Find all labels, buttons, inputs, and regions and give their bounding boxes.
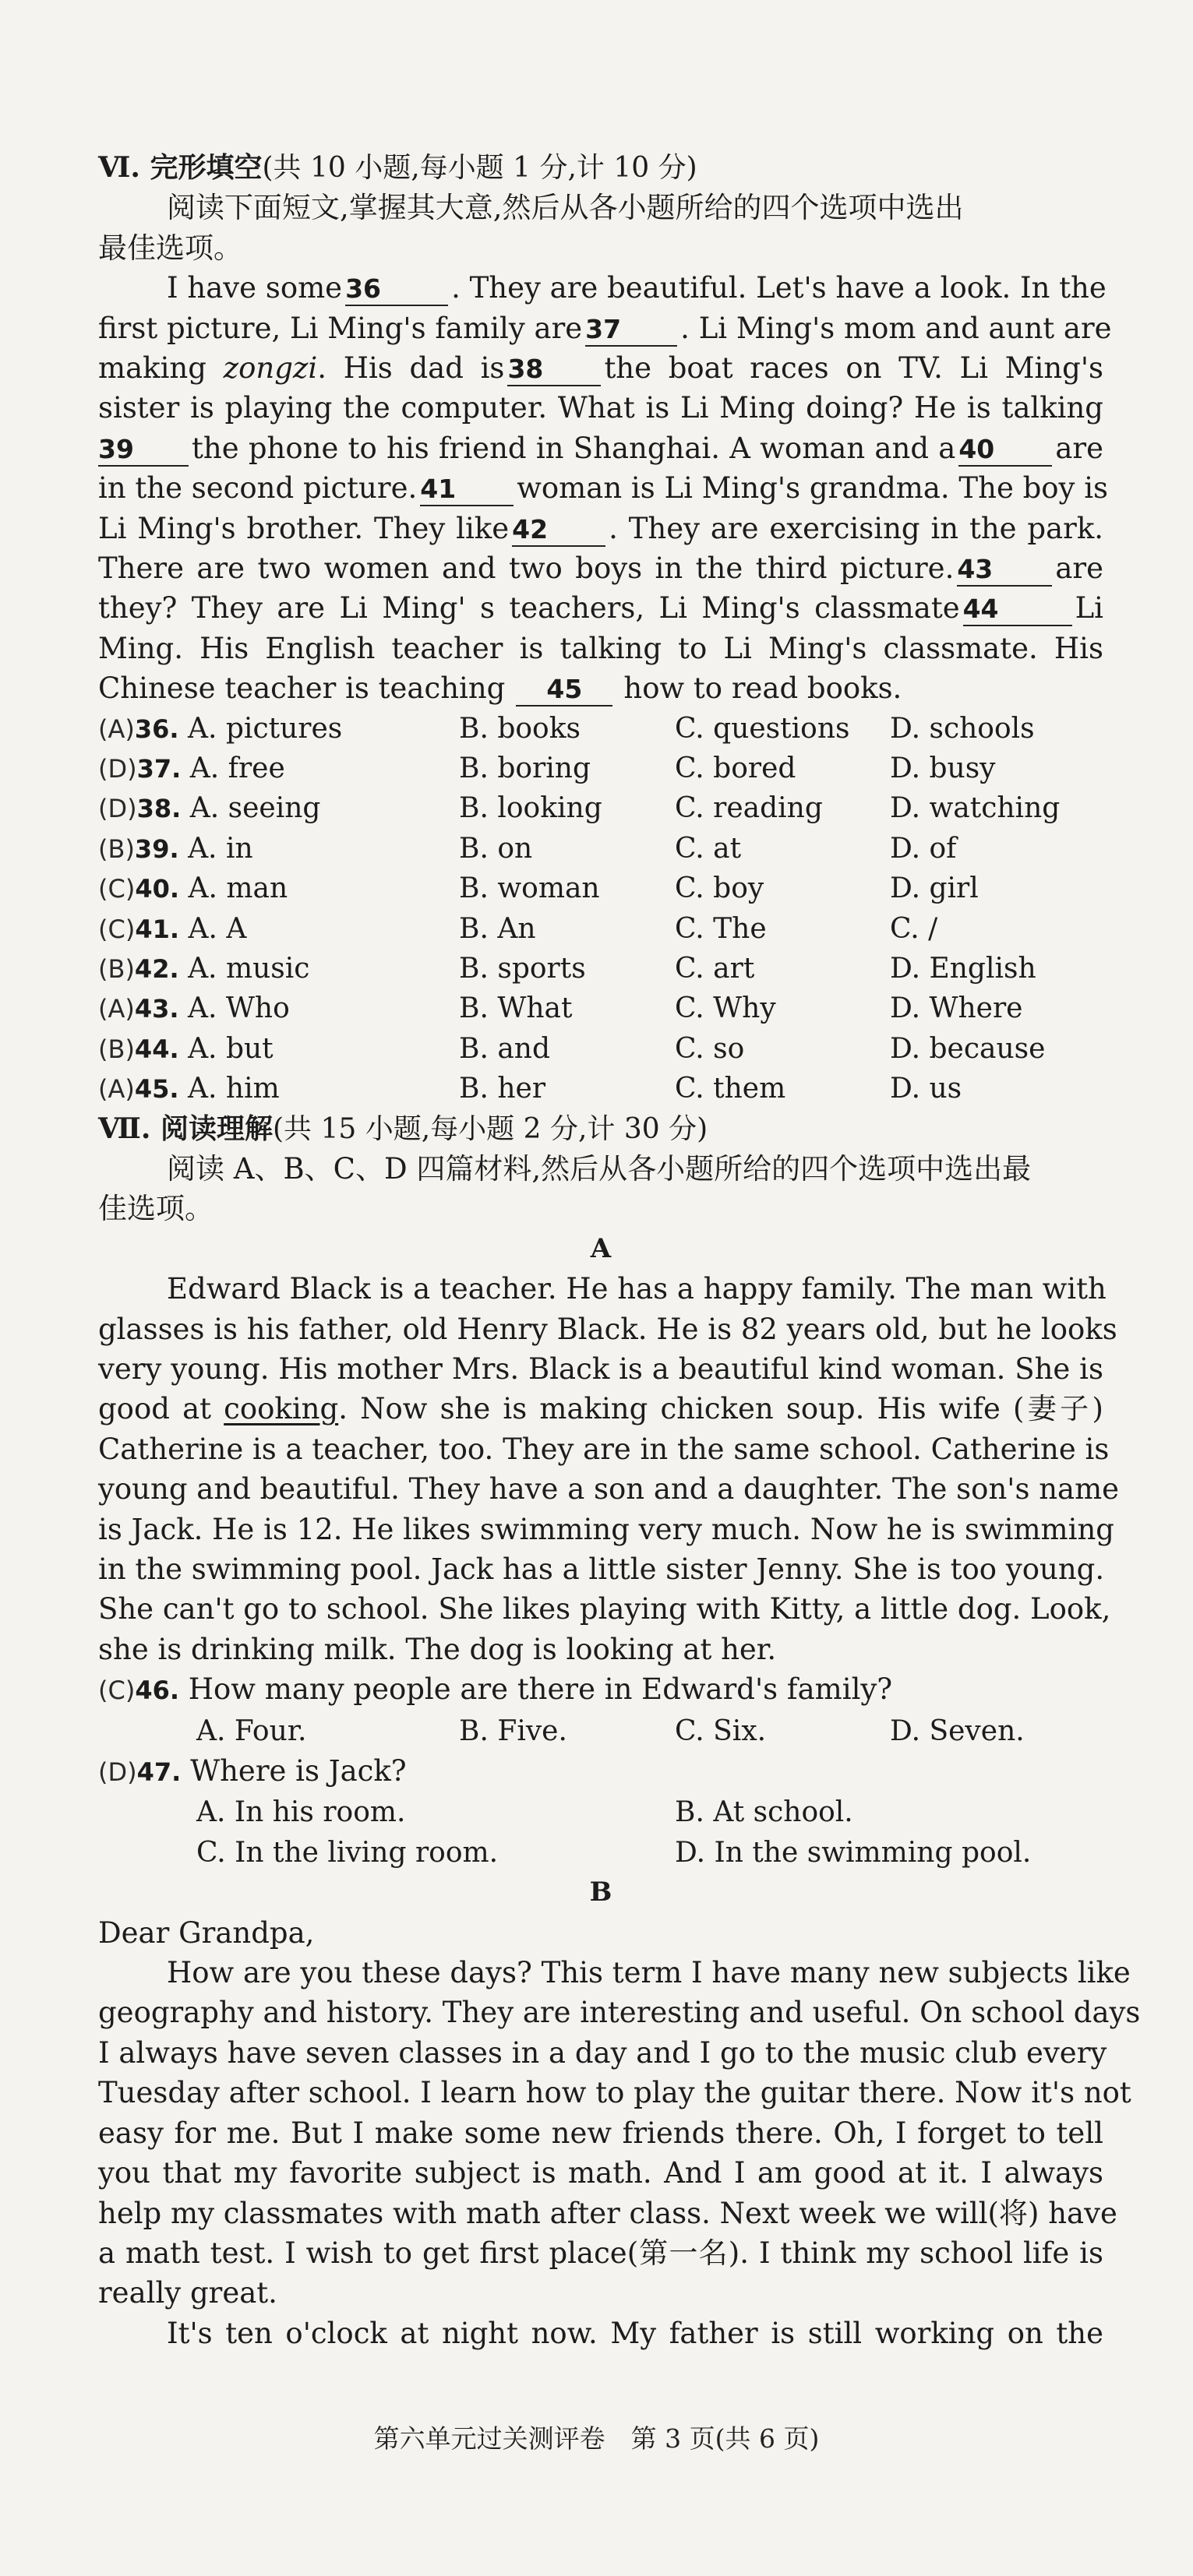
question-row: (A)43. A. Who B. What C. Why D. Where — [98, 992, 1023, 1025]
blank-44[interactable]: 44 — [963, 594, 1072, 626]
question-row: (A)36. A. pictures B. books C. questions D. schools — [98, 712, 1035, 745]
blank-38[interactable]: 38 — [507, 354, 601, 386]
blank-39[interactable]: 39 — [98, 434, 189, 467]
section-6-instruction: 阅读下面短文,掌握其大意,然后从各小题所给的四个选项中选出 — [167, 191, 964, 225]
question-46: (C)46. How many people are there in Edward's family? — [98, 1672, 893, 1707]
question-row: (D)37. A. free B. boring C. bored D. busy — [98, 752, 996, 785]
question-row: (B)44. A. but B. and C. so D. because — [98, 1032, 1046, 1065]
passage-b: Dear Grandpa, How are you these days? This term I have many new subjects like geography and history. They are interesting and useful. On school days I always have seven classes in a day and I go to the music club every Tuesday after school. I learn how to play the guitar there. Now it's not easy for me. But I make some new friends there. Oh, I forget to tell you that my favorite subject is math. And I am good at it. I always help my classmates with math after class. Next week we will(将) have a math test. I wish to get first place(第一名). I think my school life is really great. It's ten o'clock at night now. My father is still working on the — [98, 1915, 1141, 2350]
passage-b-label: B — [589, 1876, 612, 1908]
question-47-options-cont: C. In the living room. D. In the swimming pool. — [196, 1836, 1032, 1869]
question-row: (C)41. A. A B. An C. The C. / — [98, 912, 938, 945]
blank-36[interactable]: 36 — [345, 273, 448, 306]
section-7-instruction: 阅读 A、B、C、D 四篇材料,然后从各小题所给的四个选项中选出最 — [167, 1152, 1032, 1186]
cloze-passage: I have some 36 . They are beautiful. Let's have a look. In the first picture, Li Ming's family are 37 . Li Ming's mom and aunt are making zongzi. His dad is 38 the boat races on TV. Li Ming's sister is playing the computer. What is Li Ming doing? He is talking 39 the phone to his friend in Shanghai. A woman and a 40 are in the second picture. 41 woman is Li Ming's grandma. The boy is Li Ming's brother. They like 42 . They are exercising in the park. There are two women and two boys in the third picture. 43 are they? They are Li Ming' s teachers, Li Ming's classmate 44 Li Ming. His English teacher is talking to Li Ming's classmate. His Chinese teacher is teaching 45 how to read books. — [98, 271, 1112, 706]
question-46-options: A. Four. B. Five. C. Six. D. Seven. — [196, 1714, 1025, 1747]
blank-43[interactable]: 43 — [957, 554, 1052, 587]
cloze-options — [98, 709, 1103, 1109]
question-row: (C)40. A. man B. woman C. boy D. girl — [98, 872, 979, 905]
question-47: (D)47. Where is Jack? — [98, 1754, 407, 1788]
page-content — [98, 148, 1141, 2353]
blank-45[interactable]: 45 — [516, 674, 612, 707]
question-row: (D)38. A. seeing B. looking C. reading D. watching — [98, 792, 1061, 825]
question-row: (B)42. A. music B. sports C. art D. English — [98, 953, 1036, 985]
question-47-options: A. In his room. B. At school. — [196, 1796, 853, 1829]
blank-41[interactable]: 41 — [420, 474, 514, 506]
section-7-heading: Ⅶ. 阅读理解(共 15 小题,每小题 2 分,计 30 分) — [98, 1112, 708, 1145]
section-6-instruction-cont: 最佳选项。 — [98, 231, 242, 265]
question-row: (B)39. A. in B. on C. at D. of — [98, 832, 957, 865]
blank-42[interactable]: 42 — [512, 514, 605, 547]
blank-40[interactable]: 40 — [958, 434, 1052, 467]
blank-37[interactable]: 37 — [585, 314, 677, 347]
section-6-heading: Ⅵ. 完形填空(共 10 小题,每小题 1 分,计 10 分) — [98, 151, 697, 184]
passage-a: Edward Black is a teacher. He has a happy family. The man with glasses is his father, old Henry Black. He is 82 years old, but he looks very young. His mother Mrs. Black is a beautiful kind woman. She is good at cooking. Now she is making chicken soup. His wife (妻子) Catherine is a teacher, too. They are in the same school. Catherine is young and beautiful. They have a son and a daughter. The son's name is Jack. He is 12. He likes swimming very much. Now he is swimming in the swimming pool. Jack has a little sister Jenny. She is too young. She can't go to school. She likes playing with Kitty, a little dog. Look, she is drinking milk. The dog is looking at her. — [98, 1272, 1120, 1666]
page-footer: 第六单元过关测评卷 第 3 页(共 6 页) — [373, 2423, 820, 2454]
question-row: (A)45. A. him B. her C. them D. us — [98, 1073, 962, 1105]
section-7-instruction-cont: 佳选项。 — [98, 1192, 214, 1226]
passage-a-label: A — [590, 1232, 612, 1264]
